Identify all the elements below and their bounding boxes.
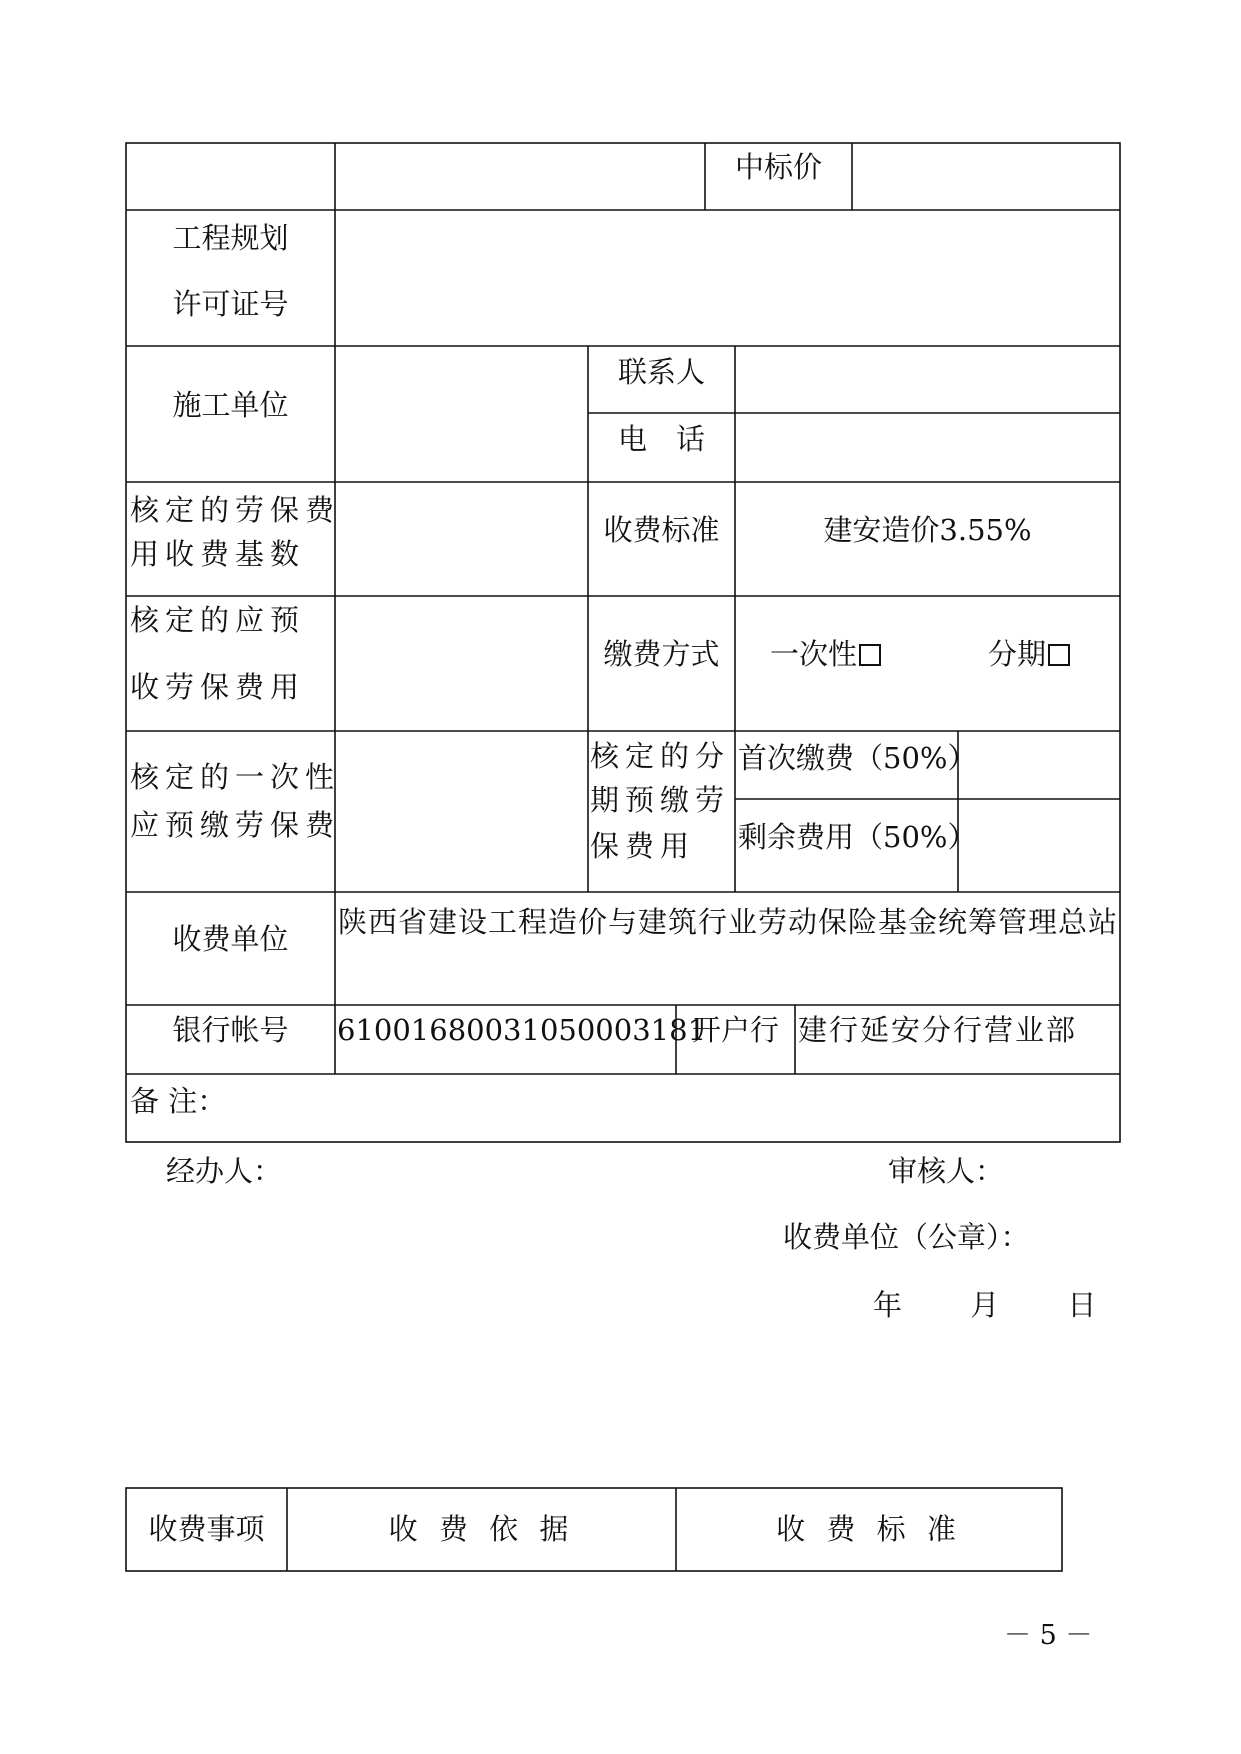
- phone-label: 电 话: [617, 422, 705, 456]
- fee-col-item: 收费事项: [148, 1512, 265, 1546]
- due-label-line1: 核定的应预: [130, 603, 306, 637]
- remarks-label: 备 注：: [130, 1084, 227, 1118]
- option-installment[interactable]: [988, 637, 1070, 671]
- contact-label: 联系人: [617, 355, 705, 389]
- option-lump-label: 一次性: [770, 637, 858, 671]
- installment-checkbox[interactable]: [1048, 644, 1070, 666]
- installment-label-line1: 核定的分: [590, 739, 731, 773]
- bank-label: 开户行: [691, 1013, 779, 1047]
- collector-value: 陕西省建设工程造价与建筑行业劳动保险基金统筹管理总站: [338, 905, 1119, 939]
- base-label-line2: 用收费基数: [130, 537, 306, 571]
- page-number: － 5 －: [1004, 1620, 1093, 1651]
- fee-col-standard: 收 费 标 准: [776, 1512, 962, 1546]
- account-label: 银行帐号: [172, 1013, 289, 1047]
- installment-label-line2: 期预缴劳: [590, 783, 731, 817]
- first-payment-label: 首次缴费（50%）: [738, 741, 977, 775]
- account-value: 61001680031050003181: [337, 1013, 707, 1047]
- due-label-line2: 收劳保费用: [130, 670, 306, 704]
- bank-value: 建行延安分行营业部: [798, 1013, 1078, 1047]
- fee-col-basis: 收 费 依 据: [388, 1512, 575, 1546]
- option-installment-label: 分期: [988, 637, 1047, 671]
- installment-label-line3: 保费用: [590, 829, 696, 863]
- lump-label-line1: 核定的一次性: [130, 760, 341, 794]
- option-lump-sum[interactable]: [770, 637, 881, 671]
- bid-price-label: 中标价: [734, 150, 822, 184]
- lump-label-line2: 应预缴劳保费: [130, 808, 341, 842]
- method-label: 缴费方式: [603, 637, 720, 671]
- permit-label-line1: 工程规划: [172, 221, 289, 255]
- reviewer-label: 审核人：: [888, 1154, 1005, 1188]
- standard-label: 收费标准: [603, 513, 720, 547]
- permit-label-line2: 许可证号: [172, 287, 289, 321]
- seal-label: 收费单位（公章）：: [783, 1220, 1030, 1254]
- handler-label: 经办人：: [166, 1154, 283, 1188]
- remaining-label: 剩余费用（50%）: [738, 820, 977, 854]
- standard-value: 建安造价3.55%: [823, 513, 1032, 547]
- date-label: 年 月 日: [873, 1288, 1107, 1322]
- collector-label: 收费单位: [172, 922, 289, 956]
- lump-sum-checkbox[interactable]: [859, 644, 881, 666]
- base-label-line1: 核定的劳保费: [130, 493, 341, 527]
- contractor-label: 施工单位: [172, 388, 289, 422]
